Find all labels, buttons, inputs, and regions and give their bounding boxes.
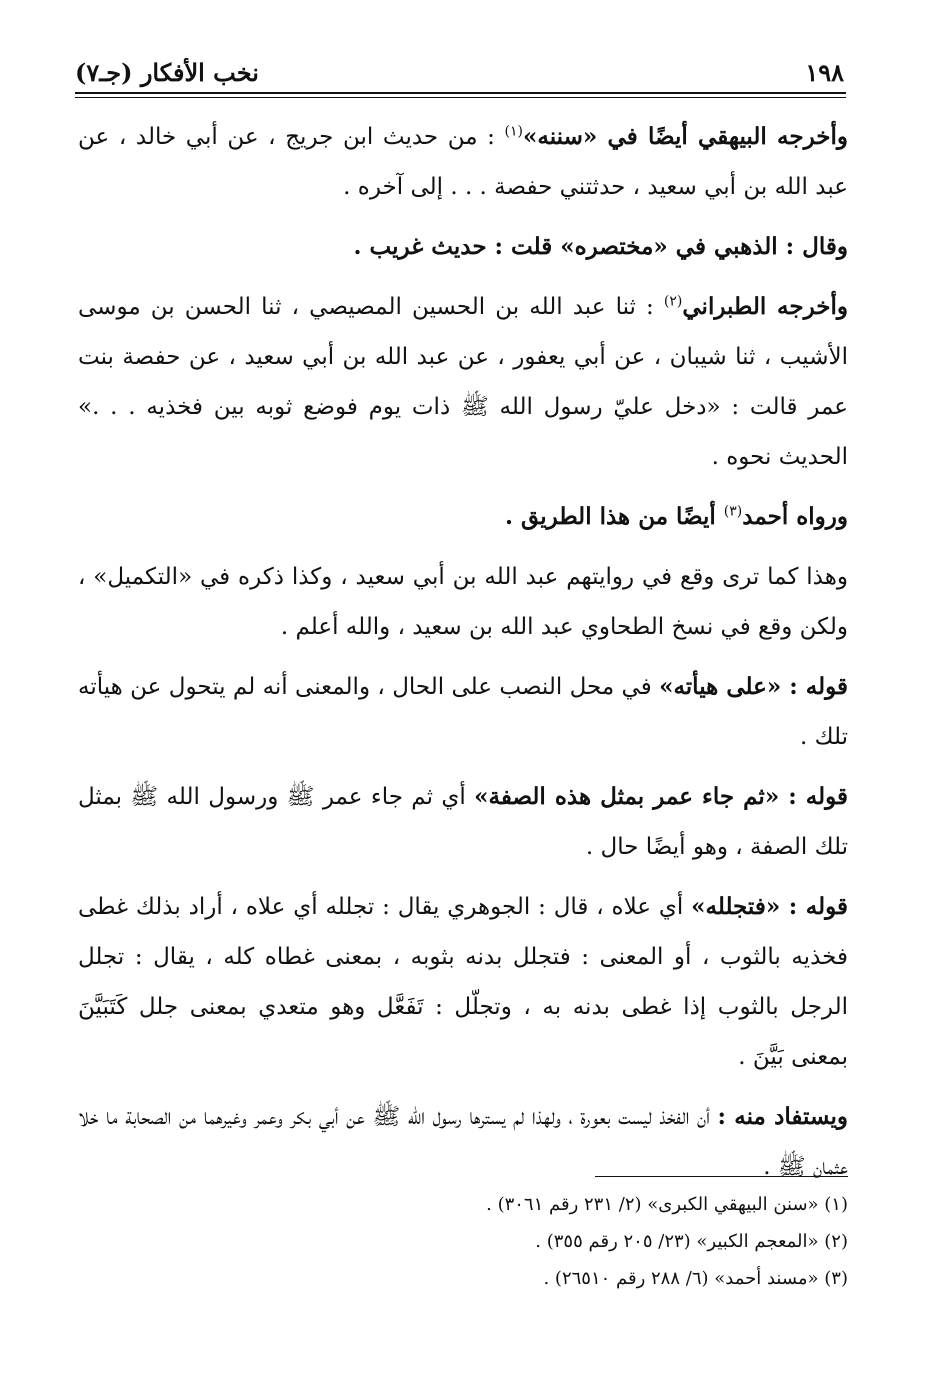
paragraph-text: : ثنا عبد الله بن الحسين المصيصي ، ثنا الحسن بن موسى الأشيب ، ثنا شيبان ، عن أبي يعفور ، عن عبد الله بن أبي سعيد ، عن حفصة بنت عمر قالت : «دخل عليّ رسول الله ﷺ ذات يوم فوضع ثوبه بين فخذيه . . .» الحديث نحوه . (78, 294, 848, 470)
paragraph-text: أي ثم جاء عمر ﷺ ورسول الله ﷺ بمثل تلك الصفة ، وهو أيضًا حال . (78, 784, 848, 860)
footnote-separator (595, 1176, 848, 1177)
footnote: (٣) «مسند أحمد» (٦/ ٢٨٨ رقم ٢٦٥١٠) . (543, 1268, 848, 1289)
header-rule-thin (75, 97, 846, 98)
paragraph-text: : من حديث ابن جريج ، عن أبي خالد ، عن عبد الله بن أبي سعيد ، حدثتني حفصة . . . إلى آخره . (78, 124, 848, 200)
footnote-ref: (١) (504, 123, 524, 140)
paragraph (78, 492, 848, 542)
paragraph (78, 882, 848, 1082)
paragraph-text: في محل النصب على الحال ، والمعنى أنه لم يتحول عن هيأته تلك . (78, 674, 848, 750)
header-rule-thick (75, 92, 846, 94)
paragraph-lead: قوله : «ثم جاء عمر بمثل هذه الصفة» (474, 783, 849, 810)
paragraph (78, 112, 848, 212)
paragraph-text: أن الفخذ ليست بعورة ، ولهذا لم يسترها رسول الله ﷺ عن أبي بكر وعمر وغيرهما من الصحابة ما خلا عثمان ﷺ . (78, 1104, 848, 1180)
paragraph-lead: ويستفاد منه : (717, 1103, 848, 1130)
page-number: ١٩٨ (805, 57, 844, 87)
paragraph-lead: قوله : «على هيأته» (659, 673, 849, 700)
paragraph-text: وهذا كما ترى وقع في روايتهم عبد الله بن أبي سعيد ، وكذا ذكره في «التكميل» ، ولكن وقع في نسخ الطحاوي عبد الله بن سعيد ، والله أعلم . (78, 564, 848, 640)
paragraph-lead: وأخرجه البيهقي أيضًا في «سننه» (523, 123, 849, 150)
paragraph (78, 552, 848, 652)
footnote: (٢) «المعجم الكبير» (٢٣/ ٢٠٥ رقم ٣٥٥) . (535, 1231, 848, 1252)
paragraph-text: أي علاه ، قال : الجوهري يقال : تجلله أي علاه ، أراد بذلك غطى فخذيه بالثوب ، أو المعنى : فتجلل بدنه بثوبه ، بمعنى غطاه كله ، يقال : تجلل الرجل بالثوب إذا غطى بدنه به ، وتجلّل : تَفَعَّل وهو متعدي بمعنى جلل كَتَبَيَّنَ بمعنى بَيَّنَ . (78, 894, 848, 1070)
paragraph (78, 772, 848, 872)
paragraph-text: أيضًا من هذا الطريق . (505, 503, 724, 530)
paragraph-lead: وقال : الذهبي في «مختصره» قلت : حديث غريب . (353, 233, 848, 260)
paragraph (78, 282, 848, 482)
paragraph (78, 662, 848, 762)
paragraph-lead: وأخرجه الطبراني (682, 293, 848, 320)
footnote-ref: (٢) (663, 293, 683, 310)
book-title: نخب الأفكار (جـ٧) (75, 57, 259, 87)
footnote-ref: (٣) (723, 503, 743, 520)
paragraph-lead: ورواه أحمد (742, 503, 848, 530)
main-text (78, 112, 848, 1202)
footnote: (١) «سنن البيهقي الكبرى» (٢/ ٢٣١ رقم ٣٠٦١) . (486, 1194, 848, 1215)
page-header (75, 52, 844, 92)
paragraph-lead: قوله : «فتجلله» (691, 893, 849, 920)
paragraph (78, 1092, 848, 1192)
paragraph (78, 222, 848, 272)
footnotes (78, 1186, 848, 1297)
